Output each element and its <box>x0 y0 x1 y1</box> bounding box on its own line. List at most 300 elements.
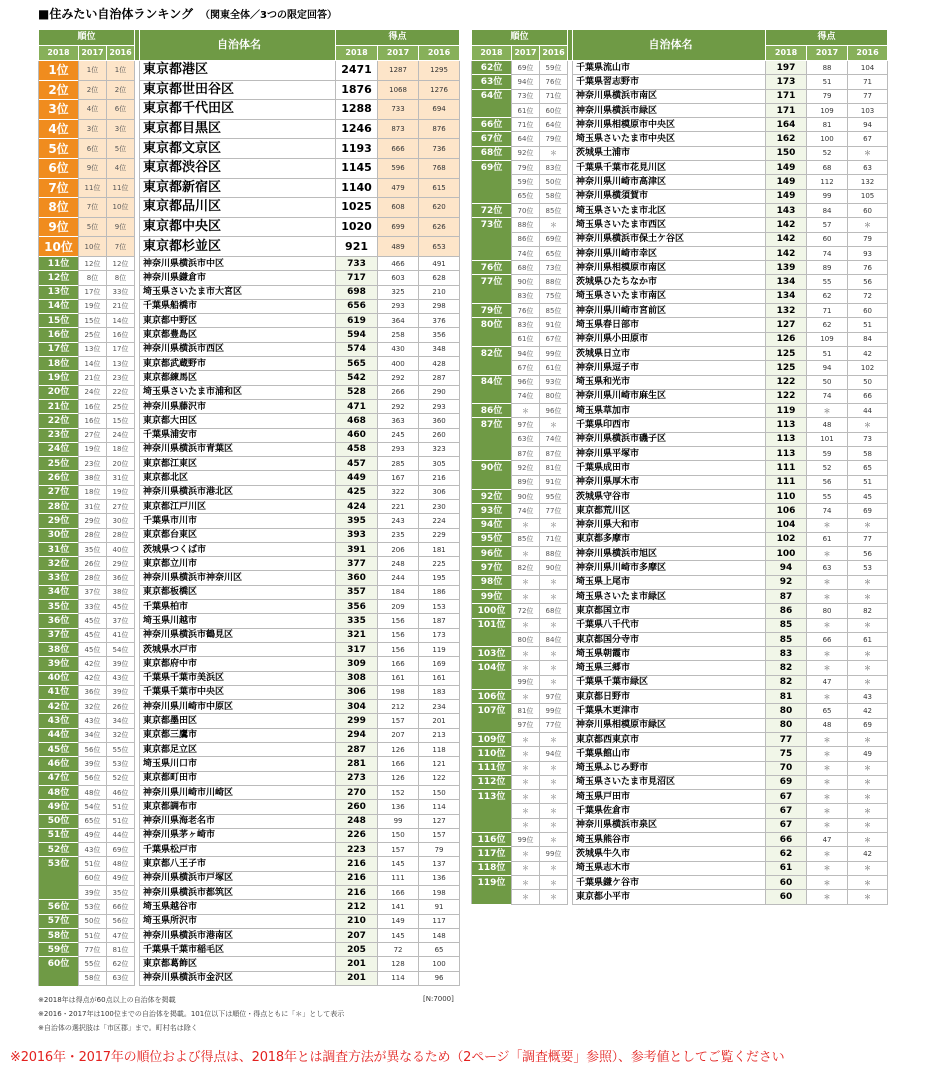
rank-2017: ＊ <box>512 747 540 761</box>
municipality-name: 東京都立川市 <box>140 557 336 571</box>
rank-2016: 56位 <box>107 914 135 928</box>
table-row <box>472 861 888 875</box>
table-row <box>472 589 888 603</box>
score-2016: 58 <box>848 447 888 461</box>
rank-2018: 30位 <box>39 528 79 542</box>
table-row <box>472 890 888 904</box>
score-2016: 173 <box>419 628 460 642</box>
table-row <box>39 528 460 542</box>
score-2018: 1246 <box>336 119 378 139</box>
rank-2017: 32位 <box>79 700 107 714</box>
score-2017: 57 <box>807 218 848 232</box>
rank-2018: 77位 <box>472 275 512 289</box>
score-2018: 308 <box>336 671 378 685</box>
rank-2017: 64位 <box>512 132 540 146</box>
municipality-name: 埼玉県熊谷市 <box>573 833 766 847</box>
score-2016: 290 <box>419 385 460 399</box>
rank-2018: 5位 <box>39 139 79 159</box>
rank-2016: 18位 <box>107 442 135 456</box>
score-2016: 628 <box>419 271 460 285</box>
rank-2017: 67位 <box>512 361 540 375</box>
rank-2016: 20位 <box>107 457 135 471</box>
rank-2017: 39位 <box>79 757 107 771</box>
rank-2017: 86位 <box>512 232 540 246</box>
rank-2018: 17位 <box>39 342 79 356</box>
rank-2018: 46位 <box>39 757 79 771</box>
rank-2017: 60位 <box>79 871 107 885</box>
score-2016: 356 <box>419 328 460 342</box>
score-2016: 77 <box>848 89 888 103</box>
rank-2018: 41位 <box>39 685 79 699</box>
municipality-name: 千葉県千葉市花見川区 <box>573 161 766 175</box>
score-2018: 171 <box>766 89 807 103</box>
notes <box>38 993 344 1035</box>
rank-2017: 12位 <box>79 256 107 270</box>
score-2016: 229 <box>419 528 460 542</box>
score-2016: ＊ <box>848 661 888 675</box>
table-row <box>472 504 888 518</box>
municipality-name: 埼玉県上尾市 <box>573 575 766 589</box>
rank-2018 <box>472 718 512 732</box>
rank-2016: 46位 <box>107 785 135 799</box>
rank-2016: 91位 <box>540 318 568 332</box>
municipality-name: 東京都港区 <box>140 61 336 81</box>
rank-2016: 32位 <box>107 728 135 742</box>
score-2018: 317 <box>336 642 378 656</box>
municipality-name: 東京都渋谷区 <box>140 158 336 178</box>
table-row <box>39 285 460 299</box>
score-2017: 141 <box>378 900 419 914</box>
municipality-name: 東京都杉並区 <box>140 237 336 257</box>
table-row <box>472 118 888 132</box>
table-row <box>39 771 460 785</box>
rank-2017: 73位 <box>512 89 540 103</box>
rank-2017: 53位 <box>79 900 107 914</box>
rank-2016: 88位 <box>540 275 568 289</box>
header-row-1 <box>472 30 888 46</box>
table-row <box>472 75 888 89</box>
score-2017: 430 <box>378 342 419 356</box>
score-2016: 79 <box>848 232 888 246</box>
municipality-name: 埼玉県和光市 <box>573 375 766 389</box>
score-2017: 364 <box>378 314 419 328</box>
rank-2018 <box>472 818 512 832</box>
rank-2017: 89位 <box>512 475 540 489</box>
rank-2018: 44位 <box>39 728 79 742</box>
table-row <box>472 632 888 646</box>
score-2018: 210 <box>336 914 378 928</box>
score-2018: 134 <box>766 289 807 303</box>
rank-2017: 94位 <box>512 75 540 89</box>
score-2016: 260 <box>419 428 460 442</box>
municipality-name: 神奈川県川崎市中原区 <box>140 700 336 714</box>
rank-2018: 12位 <box>39 271 79 285</box>
municipality-name: 東京都足立区 <box>140 743 336 757</box>
rank-2018: 82位 <box>472 346 512 360</box>
municipality-name: 神奈川県川崎市宮前区 <box>573 304 766 318</box>
score-2016: 77 <box>848 532 888 546</box>
table-row <box>39 685 460 699</box>
score-2018: 216 <box>336 857 378 871</box>
rank-2018: 58位 <box>39 928 79 942</box>
rank-2016: 39位 <box>107 657 135 671</box>
municipality-name: 神奈川県横浜市戸塚区 <box>140 871 336 885</box>
score-2017: 60 <box>807 232 848 246</box>
score-2018: 260 <box>336 800 378 814</box>
score-2018: 119 <box>766 404 807 418</box>
score-2016: 51 <box>848 318 888 332</box>
municipality-name: 千葉県千葉市中央区 <box>140 685 336 699</box>
rank-2016: 3位 <box>107 119 135 139</box>
rank-2016: ＊ <box>540 618 568 632</box>
score-2018: 201 <box>336 957 378 971</box>
score-2016: 100 <box>419 957 460 971</box>
score-2018: 216 <box>336 871 378 885</box>
score-2016: 293 <box>419 399 460 413</box>
rank-2016: 77位 <box>540 718 568 732</box>
score-2016: 56 <box>848 275 888 289</box>
table-row <box>39 743 460 757</box>
municipality-name: 東京都千代田区 <box>140 100 336 120</box>
score-2018: 142 <box>766 232 807 246</box>
score-2016: ＊ <box>848 218 888 232</box>
header-score: 得点 <box>766 30 888 46</box>
rank-2018: 9位 <box>39 217 79 237</box>
rank-2018: 90位 <box>472 461 512 475</box>
score-2018: 142 <box>766 218 807 232</box>
rank-2017: 77位 <box>79 943 107 957</box>
score-2017: 48 <box>807 418 848 432</box>
municipality-name: 東京都墨田区 <box>140 714 336 728</box>
rank-2017: 33位 <box>79 600 107 614</box>
municipality-name: 千葉県市川市 <box>140 514 336 528</box>
rank-2016: 40位 <box>107 542 135 556</box>
rank-2016: 79位 <box>540 132 568 146</box>
rank-2016: 14位 <box>107 314 135 328</box>
table-row <box>39 514 460 528</box>
table-row <box>39 328 460 342</box>
rank-2017: 25位 <box>79 328 107 342</box>
municipality-name: 千葉県鎌ケ谷市 <box>573 875 766 889</box>
rank-2018: 62位 <box>472 61 512 75</box>
note-item: ※2018年は得点が60点以上の自治体を掲載 <box>38 996 176 1004</box>
rank-2018: 64位 <box>472 89 512 103</box>
score-2017: 112 <box>807 175 848 189</box>
rank-2017: 42位 <box>79 671 107 685</box>
score-2018: 143 <box>766 203 807 217</box>
rank-2016: 6位 <box>107 100 135 120</box>
score-2017: 479 <box>378 178 419 198</box>
score-2018: 113 <box>766 447 807 461</box>
score-2018: 66 <box>766 833 807 847</box>
rank-2018: 87位 <box>472 418 512 432</box>
rank-2017: ＊ <box>512 661 540 675</box>
rank-2017: 45位 <box>79 614 107 628</box>
rank-2016: 77位 <box>540 504 568 518</box>
table-row <box>39 600 460 614</box>
score-2018: 207 <box>336 928 378 942</box>
rank-2018: 16位 <box>39 328 79 342</box>
score-2016: 114 <box>419 800 460 814</box>
table-row <box>39 871 460 885</box>
rank-2017: 45位 <box>79 628 107 642</box>
rank-2016: 87位 <box>540 447 568 461</box>
score-2016: 694 <box>419 100 460 120</box>
score-2018: 80 <box>766 704 807 718</box>
rank-2016: ＊ <box>540 218 568 232</box>
score-2016: 768 <box>419 158 460 178</box>
score-2018: 132 <box>766 304 807 318</box>
score-2017: 244 <box>378 571 419 585</box>
score-2016: 323 <box>419 442 460 456</box>
rank-2016: 49位 <box>107 871 135 885</box>
rank-2017: ＊ <box>512 861 540 875</box>
table-row <box>39 428 460 442</box>
score-2018: 698 <box>336 285 378 299</box>
table-row <box>39 385 460 399</box>
rank-2018: 99位 <box>472 589 512 603</box>
municipality-name: 神奈川県相模原市中央区 <box>573 118 766 132</box>
score-2017: ＊ <box>807 589 848 603</box>
rank-2018: 117位 <box>472 847 512 861</box>
score-2017: 59 <box>807 447 848 461</box>
rank-2018: 109位 <box>472 732 512 746</box>
rank-2017: 10位 <box>79 237 107 257</box>
municipality-name: 埼玉県川口市 <box>140 757 336 771</box>
rank-2018: 45位 <box>39 743 79 757</box>
municipality-name: 神奈川県茅ヶ崎市 <box>140 828 336 842</box>
score-2017: ＊ <box>807 818 848 832</box>
rank-2016: 7位 <box>107 237 135 257</box>
table-row <box>472 361 888 375</box>
municipality-name: 茨城県日立市 <box>573 346 766 360</box>
score-2016: 79 <box>419 843 460 857</box>
score-2017: 666 <box>378 139 419 159</box>
score-2017: 156 <box>378 614 419 628</box>
rank-2018 <box>472 189 512 203</box>
score-2016: 119 <box>419 642 460 656</box>
score-2016: 42 <box>848 847 888 861</box>
score-2018: 1140 <box>336 178 378 198</box>
rank-2017: 88位 <box>512 218 540 232</box>
rank-2018: 67位 <box>472 132 512 146</box>
score-2017: ＊ <box>807 861 848 875</box>
table-row <box>39 271 460 285</box>
rank-2017: 1位 <box>79 61 107 81</box>
score-2018: 69 <box>766 775 807 789</box>
rank-2018: 112位 <box>472 775 512 789</box>
table-row <box>39 457 460 471</box>
rank-2017: 87位 <box>512 447 540 461</box>
table-row <box>39 585 460 599</box>
table-row <box>472 875 888 889</box>
table-row <box>39 657 460 671</box>
rank-2016: ＊ <box>540 575 568 589</box>
score-2016: 63 <box>848 161 888 175</box>
rank-2016: 55位 <box>107 743 135 757</box>
rank-2018 <box>472 890 512 904</box>
score-2018: 273 <box>336 771 378 785</box>
score-2017: 79 <box>807 89 848 103</box>
score-2016: 491 <box>419 256 460 270</box>
rank-2016: 45位 <box>107 600 135 614</box>
rank-2017: 85位 <box>512 532 540 546</box>
score-2017: 221 <box>378 499 419 513</box>
rank-2017: 55位 <box>79 957 107 971</box>
table-row <box>472 203 888 217</box>
score-2017: 212 <box>378 700 419 714</box>
score-2018: 321 <box>336 628 378 642</box>
score-2018: 1020 <box>336 217 378 237</box>
rank-2016: 15位 <box>107 414 135 428</box>
score-2017: 292 <box>378 371 419 385</box>
score-2017: 322 <box>378 485 419 499</box>
municipality-name: 埼玉県三郷市 <box>573 661 766 675</box>
rank-2017: ＊ <box>512 818 540 832</box>
municipality-name: 神奈川県川崎市高津区 <box>573 175 766 189</box>
rank-2017: 36位 <box>79 685 107 699</box>
rank-2018 <box>472 475 512 489</box>
table-row <box>472 761 888 775</box>
rank-2017: 74位 <box>512 389 540 403</box>
score-2018: 248 <box>336 814 378 828</box>
score-2018: 1288 <box>336 100 378 120</box>
municipality-name: 神奈川県小田原市 <box>573 332 766 346</box>
score-2017: 363 <box>378 414 419 428</box>
table-row <box>472 718 888 732</box>
table-row <box>472 690 888 704</box>
score-2017: 166 <box>378 657 419 671</box>
score-2016: 96 <box>419 971 460 985</box>
rank-2017: 27位 <box>79 428 107 442</box>
rank-2017: 72位 <box>512 604 540 618</box>
table-row <box>39 886 460 900</box>
rank-2017: 83位 <box>512 318 540 332</box>
score-2017: 156 <box>378 642 419 656</box>
rank-2018: 2位 <box>39 80 79 100</box>
score-2018: 60 <box>766 875 807 889</box>
score-2017: 699 <box>378 217 419 237</box>
table-row <box>472 175 888 189</box>
score-2017: 157 <box>378 843 419 857</box>
rank-2016: 39位 <box>107 685 135 699</box>
rank-2017: 76位 <box>512 304 540 318</box>
score-2016: 76 <box>848 261 888 275</box>
score-2017: 235 <box>378 528 419 542</box>
rank-2017: 65位 <box>512 189 540 203</box>
rank-2016: 68位 <box>540 604 568 618</box>
score-2018: 306 <box>336 685 378 699</box>
rank-2016: 90位 <box>540 561 568 575</box>
score-2017: 47 <box>807 833 848 847</box>
municipality-name: 東京都中野区 <box>140 314 336 328</box>
score-2018: 173 <box>766 75 807 89</box>
table-row <box>39 357 460 371</box>
score-2017: 55 <box>807 489 848 503</box>
header-year-2018: 2018 <box>766 45 807 61</box>
table-row <box>472 790 888 804</box>
municipality-name: 神奈川県相模原市南区 <box>573 261 766 275</box>
rank-2016: 65位 <box>540 246 568 260</box>
rank-2016: 88位 <box>540 547 568 561</box>
rank-2018: 72位 <box>472 203 512 217</box>
score-2017: 243 <box>378 514 419 528</box>
table-row <box>472 332 888 346</box>
rank-2017: 23位 <box>79 457 107 471</box>
score-2017: 489 <box>378 237 419 257</box>
score-2017: 145 <box>378 857 419 871</box>
score-2018: 1145 <box>336 158 378 178</box>
title-main: ■住みたい自治体ランキング <box>38 7 193 21</box>
header-year-2018: 2018 <box>336 45 378 61</box>
rank-2018: 29位 <box>39 514 79 528</box>
rank-2016: 22位 <box>107 385 135 399</box>
rank-2017: 97位 <box>512 718 540 732</box>
table-row <box>472 647 888 661</box>
rank-2018: 113位 <box>472 790 512 804</box>
score-2017: ＊ <box>807 547 848 561</box>
table-row <box>39 671 460 685</box>
rank-2017: ＊ <box>512 647 540 661</box>
municipality-name: 神奈川県横浜市中区 <box>140 256 336 270</box>
rank-2018: 15位 <box>39 314 79 328</box>
rank-2016: 17位 <box>107 342 135 356</box>
rank-2016: ＊ <box>540 647 568 661</box>
table-row <box>39 371 460 385</box>
municipality-name: 埼玉県所沢市 <box>140 914 336 928</box>
rank-2017: 71位 <box>512 118 540 132</box>
rank-2017: ＊ <box>512 589 540 603</box>
score-2016: 72 <box>848 289 888 303</box>
municipality-name: 神奈川県横浜市旭区 <box>573 547 766 561</box>
score-2017: 166 <box>378 757 419 771</box>
municipality-name: 東京都江戸川区 <box>140 499 336 513</box>
score-2018: 126 <box>766 332 807 346</box>
score-2016: 626 <box>419 217 460 237</box>
rank-2017: 56位 <box>79 771 107 785</box>
score-2017: 51 <box>807 75 848 89</box>
municipality-name: 千葉県千葉市緑区 <box>573 675 766 689</box>
table-row <box>39 158 460 178</box>
score-2016: 1276 <box>419 80 460 100</box>
score-2017: 52 <box>807 146 848 160</box>
score-2018: 164 <box>766 118 807 132</box>
rank-2016: 96位 <box>540 404 568 418</box>
score-2018: 1193 <box>336 139 378 159</box>
score-2018: 67 <box>766 790 807 804</box>
score-2016: 60 <box>848 203 888 217</box>
rank-2016: 75位 <box>540 289 568 303</box>
rank-2017: 21位 <box>79 371 107 385</box>
score-2018: 205 <box>336 943 378 957</box>
rank-2018: 56位 <box>39 900 79 914</box>
score-2016: 305 <box>419 457 460 471</box>
score-2016: ＊ <box>848 875 888 889</box>
municipality-name: 千葉県千葉市稲毛区 <box>140 943 336 957</box>
score-2017: 136 <box>378 800 419 814</box>
score-2016: 736 <box>419 139 460 159</box>
score-2017: 89 <box>807 261 848 275</box>
table-row <box>472 389 888 403</box>
rank-2016: 19位 <box>107 485 135 499</box>
rank-2018: 47位 <box>39 771 79 785</box>
header-year-2016: 2016 <box>107 45 135 61</box>
rank-2016: 58位 <box>540 189 568 203</box>
score-2016: 49 <box>848 747 888 761</box>
rank-2018: 33位 <box>39 571 79 585</box>
score-2016: 71 <box>848 75 888 89</box>
rank-2016: 31位 <box>107 471 135 485</box>
